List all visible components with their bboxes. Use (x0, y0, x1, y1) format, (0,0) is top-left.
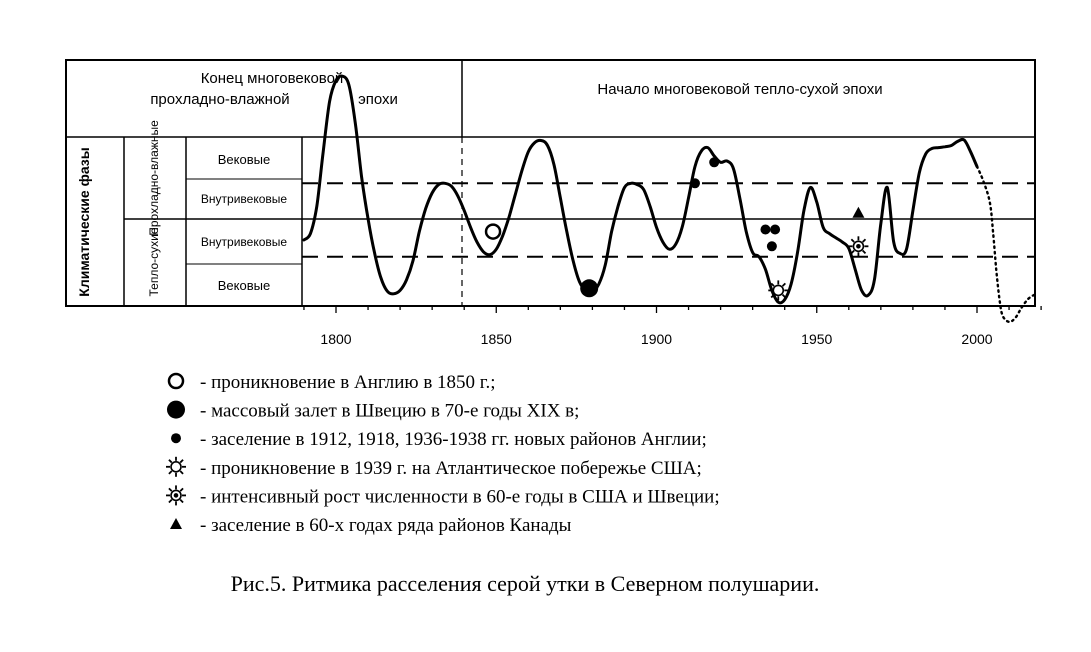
row-label-cool-wet: Прохладно-влажные (147, 120, 161, 236)
legend-marker-open-circle (169, 374, 183, 388)
legend-marker-filled-dot (171, 433, 181, 443)
legend-marker-sun-open (166, 457, 186, 477)
legend-item-text: - заселение в 1912, 1918, 1936-1938 гг. новых районов Англии; (200, 429, 707, 451)
event-marker-filled-dot (709, 157, 719, 167)
event-marker-filled-dot (690, 178, 700, 188)
x-tick-label: 1850 (480, 331, 512, 347)
level-secular-top: Вековые (217, 152, 271, 167)
header-right: Начало многовековой тепло-сухой эпохи (597, 81, 883, 98)
markers-layer (486, 157, 868, 300)
x-tick-label: 1900 (640, 331, 673, 347)
x-tick-label: 2000 (961, 331, 993, 347)
series-line-forecast (977, 167, 1035, 322)
level-secular-bottom: Вековые (217, 278, 271, 293)
figure-caption: Рис.5. Ритмика расселения серой утки в Северном полушарии. (230, 571, 820, 596)
legend-marker-filled-circle-large (167, 401, 185, 419)
x-tick-label: 1950 (801, 331, 833, 347)
legend-item-text: - массовый залет в Швецию в 70-е годы XIX в; (200, 400, 580, 422)
event-marker-filled-dot (767, 241, 777, 251)
header-left-line2a: прохладно-влажной (150, 91, 290, 108)
event-marker-triangle (852, 207, 864, 218)
legend-item-text: - заселение в 60-х годах ряда районов Канады (200, 515, 572, 536)
series-layer (304, 76, 1035, 322)
grid-layer (302, 137, 1035, 306)
level-intra-bottom: Внутривековые (200, 235, 288, 249)
event-marker-sun-filled (848, 236, 868, 256)
x-axis (304, 306, 1041, 347)
legend-item-text: - интенсивный рост численности в 60-е годы в США и Швеции; (200, 486, 720, 508)
event-marker-filled-dot (760, 225, 770, 235)
x-tick-label: 1800 (320, 331, 352, 347)
header-left-line2b: эпохи (358, 91, 398, 108)
row-label-warm-dry: Тепло-сухие (147, 227, 161, 297)
event-marker-filled-circle-large (580, 279, 598, 297)
header-left-line1: Конец многовековой (200, 70, 344, 87)
legend-item-text: - проникновение в Англию в 1850 г.; (200, 372, 496, 393)
event-marker-filled-dot (770, 225, 780, 235)
legend-marker-sun-filled (166, 485, 186, 505)
legend-item-text: - проникновение в 1939 г. на Атлантическое побережье США; (200, 457, 702, 479)
event-marker-sun-open (768, 280, 788, 300)
event-marker-open-circle (486, 225, 500, 239)
level-intra-top: Внутривековые (200, 192, 288, 206)
legend-marker-triangle (170, 518, 182, 529)
legend (166, 372, 720, 536)
series-line-main (304, 76, 977, 303)
row-label-main: Климатические фазы (76, 147, 92, 297)
